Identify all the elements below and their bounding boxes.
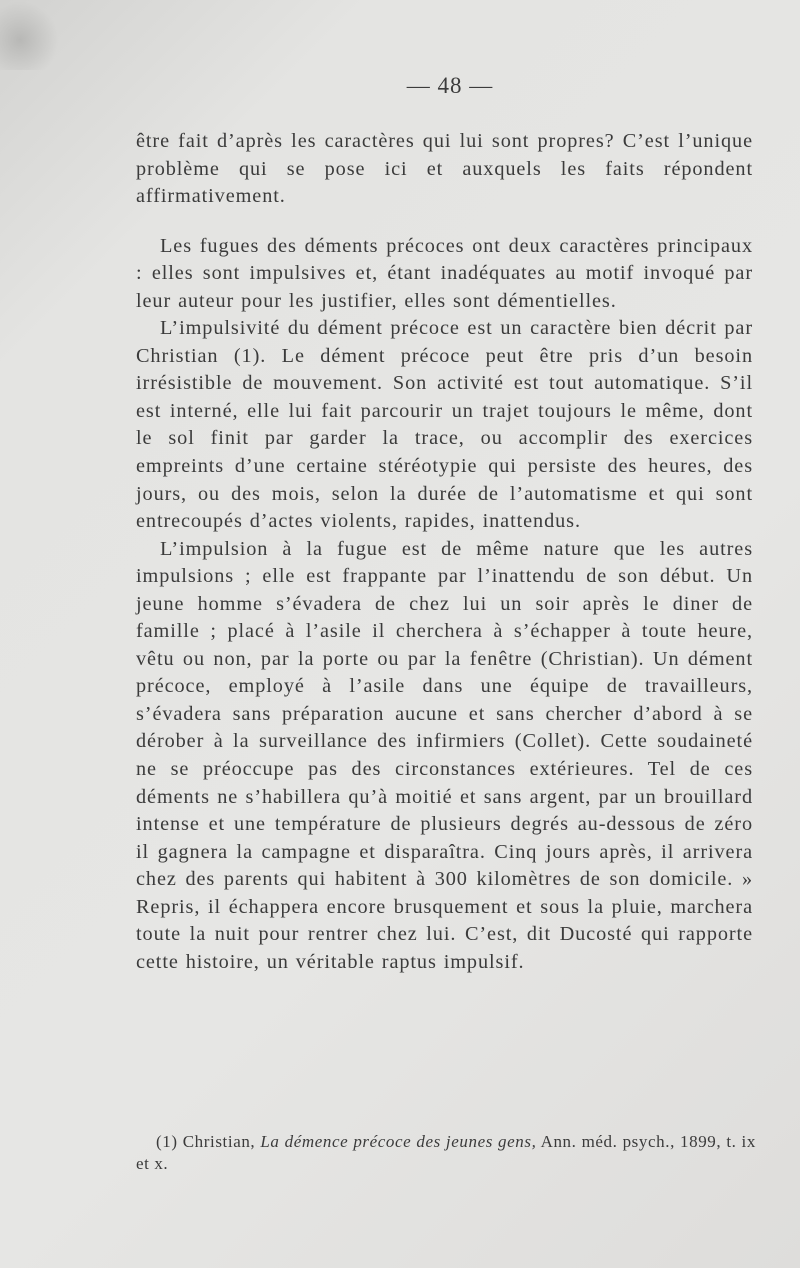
footnote: [136, 1131, 756, 1175]
footnote-title: La démence précoce des jeunes gens,: [260, 1132, 537, 1151]
paragraph-2: Les fugues des déments précoces ont deux caractères principaux : elles sont impulsives et, étant inadéquates au motif invoqué par leur auteur pour les justifier, elles sont démentielles.: [136, 234, 753, 312]
body-text: [136, 128, 753, 976]
footnote-author: Christian,: [182, 1132, 256, 1151]
scan-shadow: [0, 0, 70, 70]
paragraph-3: L’impulsivité du dément précoce est un caractère bien décrit par Christian (1). Le dément précoce peut être pris d’un besoin irrésistible de mouvement. Son activité est tout automatique. S’il est interné, elle lui fait parcourir un trajet toujours le même, dont le sol finit par garder la trace, ou accomplir des exercices empreints d’une certaine stéréotypie qui persiste des heures, des jours, ou des mois, selon la durée de l’automatisme et qui sont entrecoupés d’actes violents, rapides, inattendus.: [136, 317, 753, 533]
footnote-reference: Ann. méd. psych., 1899, t. ix et x.: [136, 1132, 756, 1173]
paragraph-4: L’impulsion à la fugue est de même nature que les autres impulsions ; elle est frappante par l’inattendu de son début. Un jeune homme s’évadera de chez lui un soir après le diner de famille ; placé à l’asile il cherchera à s’échapper à toute heure, vêtu ou non, par la porte ou par la fenêtre (Christian). Un dément précoce, employé à l’asile dans une équipe de travailleurs, s’évadera sans préparation aucune et sans chercher d’abord à se dérober à la surveillance des infirmiers (Collet). Cette soudaineté ne se préoccupe pas des circonstances extérieures. Tel de ces déments ne s’habillera qu’à moitié et sans argent, par un brouillard intense et une température de plusieurs degrés au-dessous de zéro il gagnera la campagne et disparaîtra. Cinq jours après, il arrivera chez des parents qui habitent à 300 kilomètres de son domicile. » Repris, il échappera encore brusquement et sous la pluie, marchera toute la nuit pour rentrer chez lui. C’est, dit Ducosté qui rapporte cette histoire, un véritable raptus impulsif.: [136, 537, 753, 973]
footnote-number: (1): [156, 1132, 178, 1151]
page-number: — 48 —: [406, 73, 494, 98]
paragraph-1: être fait d’après les caractères qui lui sont propres? C’est l’unique problème qui se pose ici et auxquels les faits répondent affirmativement.: [136, 130, 753, 208]
